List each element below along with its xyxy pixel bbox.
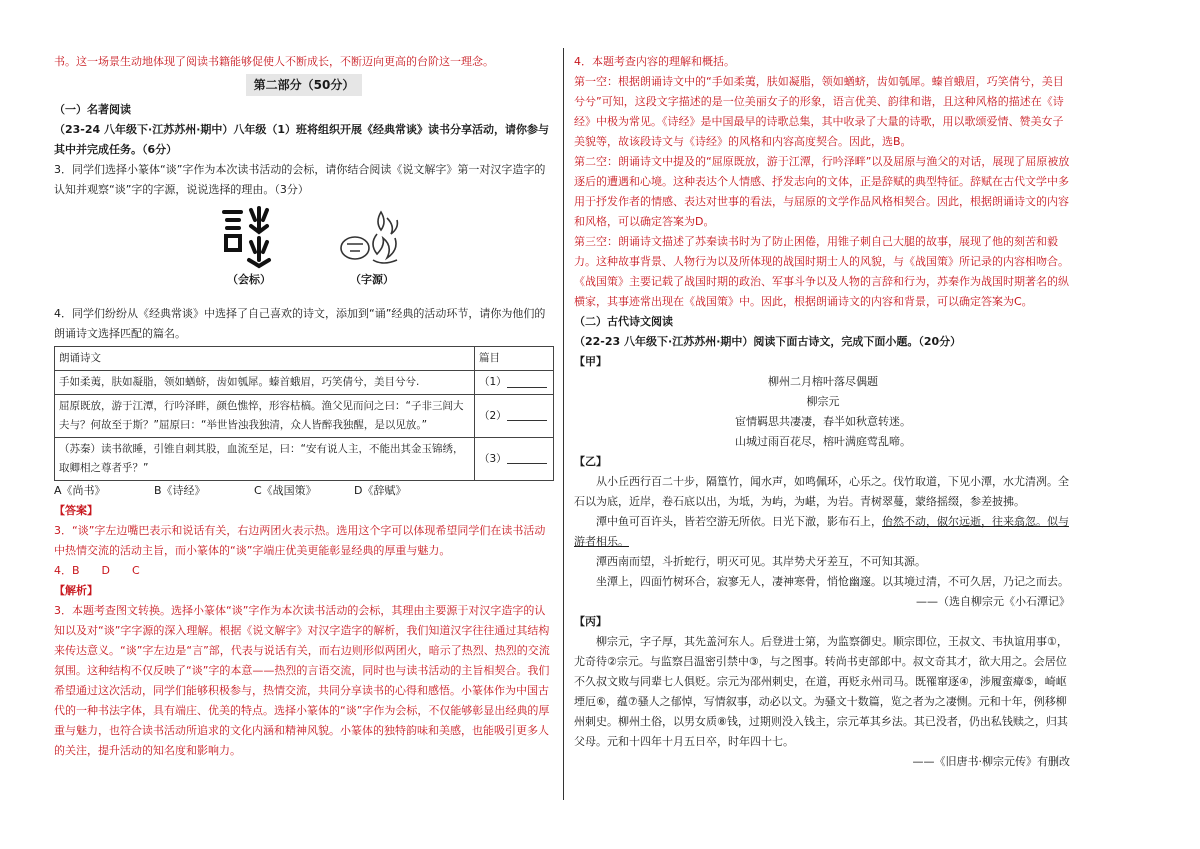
text-jia-label: 【甲】 xyxy=(574,355,607,368)
table-header-poem: 朗诵诗文 xyxy=(55,347,475,371)
blank-label: （2） xyxy=(479,409,507,422)
table-cell-blank[interactable] xyxy=(475,395,554,438)
figure-caption-origin: （字源） xyxy=(350,273,394,286)
section2-heading: （二）古代诗文阅读 xyxy=(574,315,673,328)
answer-heading: 【答案】 xyxy=(54,504,98,517)
answer-options xyxy=(54,481,554,501)
table-row xyxy=(55,438,554,481)
poem-title: 柳州二月榕叶落尽偶题 xyxy=(768,375,878,388)
analysis-4-blank-1: 第一空：根据朗诵诗文中的“手如柔荑，肤如凝脂，领如蝤蛴，齿如瓠犀。螓首蛾眉，巧笑倩兮，美目兮兮”可知，这段文字描述的是一位美丽女子的形象，语言优美、韵律和谐，且这种风格的描述在《诗经》中极为常见。《诗经》是中国最早的诗歌总集，其中收录了大量的诗歌，用以歌颂爱情、赞美女子美貌等，故该段诗文与《诗经》的风格和内容高度契合。因此，选B。 xyxy=(574,75,1064,148)
table-cell-poem: 屈原既放，游于江潭，行吟泽畔，颜色憔悴，形容枯槁。渔父见而问之曰：“子非三闾大夫与？何故至于斯？”屈原曰：“举世皆浊我独清，众人皆醉我独醒，是以见放。” xyxy=(55,395,475,438)
table-cell-poem: （苏秦）读书欲睡，引锥自刺其股，血流至足，曰：“安有说人主，不能出其金玉锦绣，取卿相之尊者乎？” xyxy=(55,438,475,481)
seal-script-figure xyxy=(204,204,294,290)
text-bing-label: 【丙】 xyxy=(574,615,607,628)
figure-caption-emblem: （会标） xyxy=(227,273,271,286)
poem-author: 柳宗元 xyxy=(806,395,840,408)
poem-match-table xyxy=(54,346,554,481)
answer-3: 3．“谈”字左边嘴巴表示和说话有关，右边两团火表示热。选用这个字可以体现希望同学们在读书活动中热情交流的活动主旨，而小篆体的“谈”字端庄优美更能彰显经典的厚重与魅力。 xyxy=(54,524,546,557)
character-origin-figure xyxy=(322,204,422,290)
analysis-4-title: 4．本题考查内容的理解和概括。 xyxy=(574,55,735,68)
option-b: B《诗经》 xyxy=(154,484,206,497)
answer-blank[interactable] xyxy=(507,453,547,464)
question-3: 3．同学们选择小篆体“谈”字作为本次读书活动的会标，请你结合阅读《说文解字》第一对汉字造字的认知并观察“谈”字的字源，说说选择的理由。（3分） xyxy=(54,163,546,196)
section1-heading: （一）名著阅读 xyxy=(54,103,131,116)
analysis-4-blank-3: 第三空：朗诵诗文描述了苏秦读书时为了防止困倦，用锥子刺自己大腿的故事，展现了他的刻苦和毅力。这种故事背景、人物行为以及所体现的战国时期士人的风貌，与《战国策》所记录的内容相吻合。《战国策》主要记载了战国时期的政治、军事斗争以及人物的言辞和行为，苏秦作为战国时期著名的纵横家，其事迹常出现在《战国策》中。因此，根据朗诵诗文的内容和背景，可以确定答案为C。 xyxy=(574,235,1069,308)
answer-blank[interactable] xyxy=(507,377,547,388)
analysis-heading: 【解析】 xyxy=(54,584,98,597)
option-d: D《辞赋》 xyxy=(354,484,407,497)
table-cell-blank[interactable] xyxy=(475,371,554,395)
table-row xyxy=(55,371,554,395)
table-cell-poem: 手如柔荑，肤如凝脂，领如蝤蛴，齿如瓠犀。螓首蛾眉，巧笑倩兮，美目兮兮. xyxy=(55,371,475,395)
section2-description: （22-23 八年级下·江苏苏州·期中）阅读下面古诗文，完成下面小题。（20分） xyxy=(574,335,962,348)
right-column xyxy=(574,52,1072,772)
section1-description: （23-24 八年级下·江苏苏州·期中）八年级（1）班将组织开展《经典常谈》读书分享活动，请你参与其中并完成任务。（6分） xyxy=(54,123,550,156)
yi-paragraph-1: 从小丘西行百二十步，隔篁竹，闻水声，如鸣佩环，心乐之。伐竹取道，下见小潭，水尤清冽。全石以为底，近岸，卷石底以出，为坻，为屿，为嵁，为岩。青树翠蔓，蒙络摇缀，参差披拂。 xyxy=(574,475,1069,508)
seal-script-tan-icon xyxy=(219,204,279,270)
left-column xyxy=(54,52,554,761)
figure-row xyxy=(54,204,554,298)
table-cell-blank[interactable] xyxy=(475,438,554,481)
answer-blank[interactable] xyxy=(507,410,547,421)
poem-line-1: 宦情羁思共凄凄，春半如秋意转迷。 xyxy=(735,415,911,428)
table-row xyxy=(55,395,554,438)
yi-paragraph-4: 坐潭上，四面竹树环合，寂寥无人，凄神寒骨，悄怆幽邃。以其境过清，不可久居，乃记之而去。 xyxy=(596,575,1069,588)
bing-source: ——《旧唐书·柳宗元传》有删改 xyxy=(912,755,1070,768)
table-header-row xyxy=(55,347,554,371)
blank-label: （3） xyxy=(479,452,507,465)
analysis-4-blank-2: 第二空：朗诵诗文中提及的“屈原既放，游于江潭，行吟泽畔”以及屈原与渔父的对话，展现了屈原被放逐后的遭遇和心境。这种表达个人情感、抒发志向的文体，正是辞赋的典型特征。辞赋在古代文学中多用于抒发作者的情感、表达对世事的看法，与屈原的文学作品风格相契合。因此，根据朗诵诗文的内容和风格，可以确定答案为D。 xyxy=(574,155,1070,228)
analysis-3: 3．本题考查图文转换。选择小篆体“谈”字作为本次读书活动的会标，其理由主要源于对汉字造字的认知以及对“谈”字字源的深入理解。根据《说文解字》对汉字造字的解析，我们知道汉字往往通过其结构来传达意义。“谈”字左边是“言”部，代表与说话有关，而右边则形似两团火，暗示了热烈、热烈的交流氛围。这种结构不仅反映了“谈”字的本意——热烈的言语交流，同时也与读书活动的主旨相契合。我们希望通过这次活动，同学们能够积极参与，热情交流，共同分享读书的心得和感悟。小篆体作为中国古代的一种书法字体，具有端庄、优美的特点。选择小篆体的“谈”字作为会标，不仅能够彰显出经典的厚重与魅力，也符合读书活动所追求的文化内涵和精神风貌。小篆体的独特韵味和美感，也能吸引更多人的关注，提升活动的知名度和影响力。 xyxy=(54,604,550,757)
poem-line-2: 山城过雨百花尽，榕叶满庭莺乱啼。 xyxy=(735,435,911,448)
yi-paragraph-3: 潭西南而望，斗折蛇行，明灭可见。其岸势犬牙差互，不可知其源。 xyxy=(596,555,926,568)
character-origin-icon xyxy=(337,204,407,270)
yi-source: ——（选自柳宗元《小石潭记》 xyxy=(916,595,1070,608)
answer-4: 4．B D C xyxy=(54,564,140,577)
intro-line: 书。这一场景生动地体现了阅读书籍能够促使人不断成长，不断迈向更高的台阶这一理念。 xyxy=(54,55,494,68)
yi-paragraph-2 xyxy=(574,512,1072,552)
option-c: C《战国策》 xyxy=(254,484,317,497)
part2-title: 第二部分（50分） xyxy=(246,74,362,96)
question-4: 4．同学们纷纷从《经典常谈》中选择了自己喜欢的诗文，添加到“诵”经典的活动环节，请你为他们的朗诵诗文选择匹配的篇名。 xyxy=(54,307,546,340)
table-header-title: 篇目 xyxy=(475,347,554,371)
yi-paragraph-2-text: 潭中鱼可百许头，皆若空游无所依。日光下澈，影布石上， xyxy=(596,515,882,528)
column-divider xyxy=(563,48,564,800)
bing-paragraph: 柳宗元，字子厚，其先盖河东人。后登进士第，为监察御史。顺宗即位，王叔文、韦执谊用事①，尤奇待②宗元。与监察吕温密引禁中③，与之图事。转尚书吏部郎中。叔文奇其才，欲大用之。会居位不久叔文败与同辈七人俱贬。宗元为邵州刺史，在道，再贬永州司马。既罹窜逐④，涉履蛮瘴⑤，崎岖堙厄⑥，蕴⑦骚人之郁悼，写情叙事，动必以文。为骚文十数篇，览之者为之凄恻。元和十年，例移柳州刺史。柳州土俗，以男女质⑧钱，过期则没入钱主，宗元革其乡法。其已没者，仍出私钱赎之，归其父母。元和十四年十月五日卒，时年四十七。 xyxy=(574,635,1068,748)
yi-underlined-sentence: 佁然不动，俶尔远逝，往来翕忽。似与游者相乐。 xyxy=(574,515,1069,548)
option-a: A《尚书》 xyxy=(54,484,106,497)
text-yi-label: 【乙】 xyxy=(574,455,607,468)
blank-label: （1） xyxy=(479,376,507,388)
